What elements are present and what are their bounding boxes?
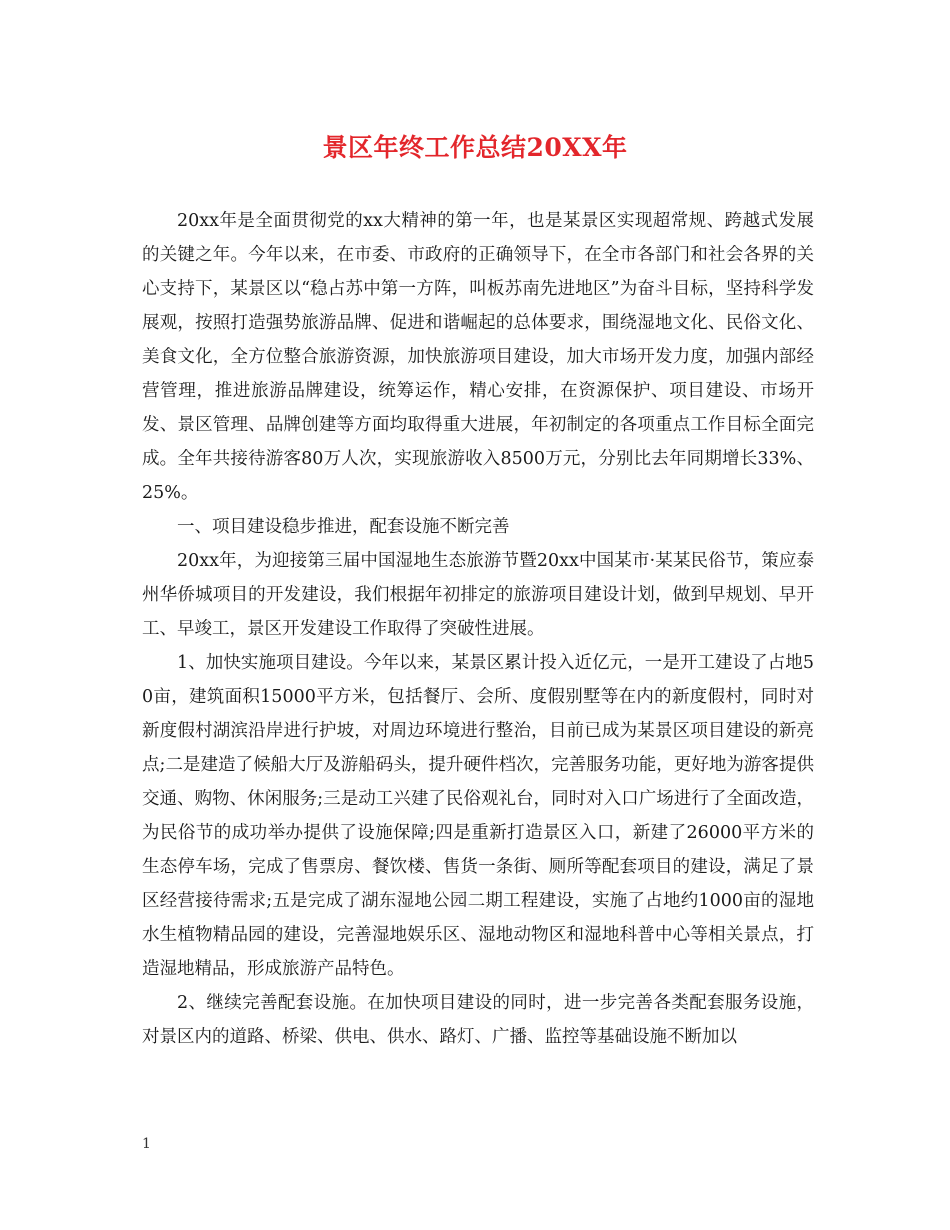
document-body — [142, 204, 814, 1054]
project-construction-paragraph: 1、加快实施项目建设。今年以来，某景区累计投入近亿元，一是开工建设了占地50亩，建筑面积15000平方米，包括餐厅、会所、度假别墅等在内的新度假村，同时对新度假村湖滨沿岸进行护坡，对周边环境进行整治，目前已成为某景区项目建设的新亮点;二是建造了候船大厅及游船码头，提升硬件档次，完善服务功能，更好地为游客提供交通、购物、休闲服务;三是动工兴建了民俗观礼台，同时对入口广场进行了全面改造，为民俗节的成功举办提供了设施保障;四是重新打造景区入口，新建了26000平方米的生态停车场，完成了售票房、餐饮楼、售货一条街、厕所等配套项目的建设，满足了景区经营接待需求;五是完成了湖东湿地公园二期工程建设，实施了占地约1000亩的湿地水生植物精品园的建设，完善湿地娱乐区、湿地动物区和湿地科普中心等相关景点，打造湿地精品，形成旅游产品特色。 — [142, 653, 814, 979]
facilities-paragraph: 2、继续完善配套设施。在加快项目建设的同时，进一步完善各类配套服务设施，对景区内的道路、桥梁、供电、供水、路灯、广播、监控等基础设施不断加以 — [142, 993, 814, 1047]
document-title: 景区年终工作总结20XX年 — [322, 133, 628, 162]
intro-paragraph: 20xx年是全面贯彻党的xx大精神的第一年，也是某景区实现超常规、跨越式发展的关键之年。今年以来，在市委、市政府的正确领导下，在全市各部门和社会各界的关心支持下，某景区以“稳占苏中第一方阵，叫板苏南先进地区”为奋斗目标，坚持科学发展观，按照打造强势旅游品牌、促进和谐崛起的总体要求，围绕湿地文化、民俗文化、美食文化，全方位整合旅游资源，加快旅游项目建设，加大市场开发力度，加强内部经营管理，推进旅游品牌建设，统筹运作，精心安排，在资源保护、项目建设、市场开发、景区管理、品牌创建等方面均取得重大进展，年初制定的各项重点工作目标全面完成。全年共接待游客80万人次，实现旅游收入8500万元，分别比去年同期增长33%、25%。 — [142, 211, 814, 503]
page-number: 1 — [142, 1136, 151, 1152]
section-intro-paragraph: 20xx年，为迎接第三届中国湿地生态旅游节暨20xx中国某市·某某民俗节，策应泰州华侨城项目的开发建设，我们根据年初排定的旅游项目建设计划，做到早规划、早开工、早竣工，景区开发建设工作取得了突破性进展。 — [142, 551, 814, 639]
section-heading: 一、项目建设稳步推进，配套设施不断完善 — [177, 517, 510, 537]
